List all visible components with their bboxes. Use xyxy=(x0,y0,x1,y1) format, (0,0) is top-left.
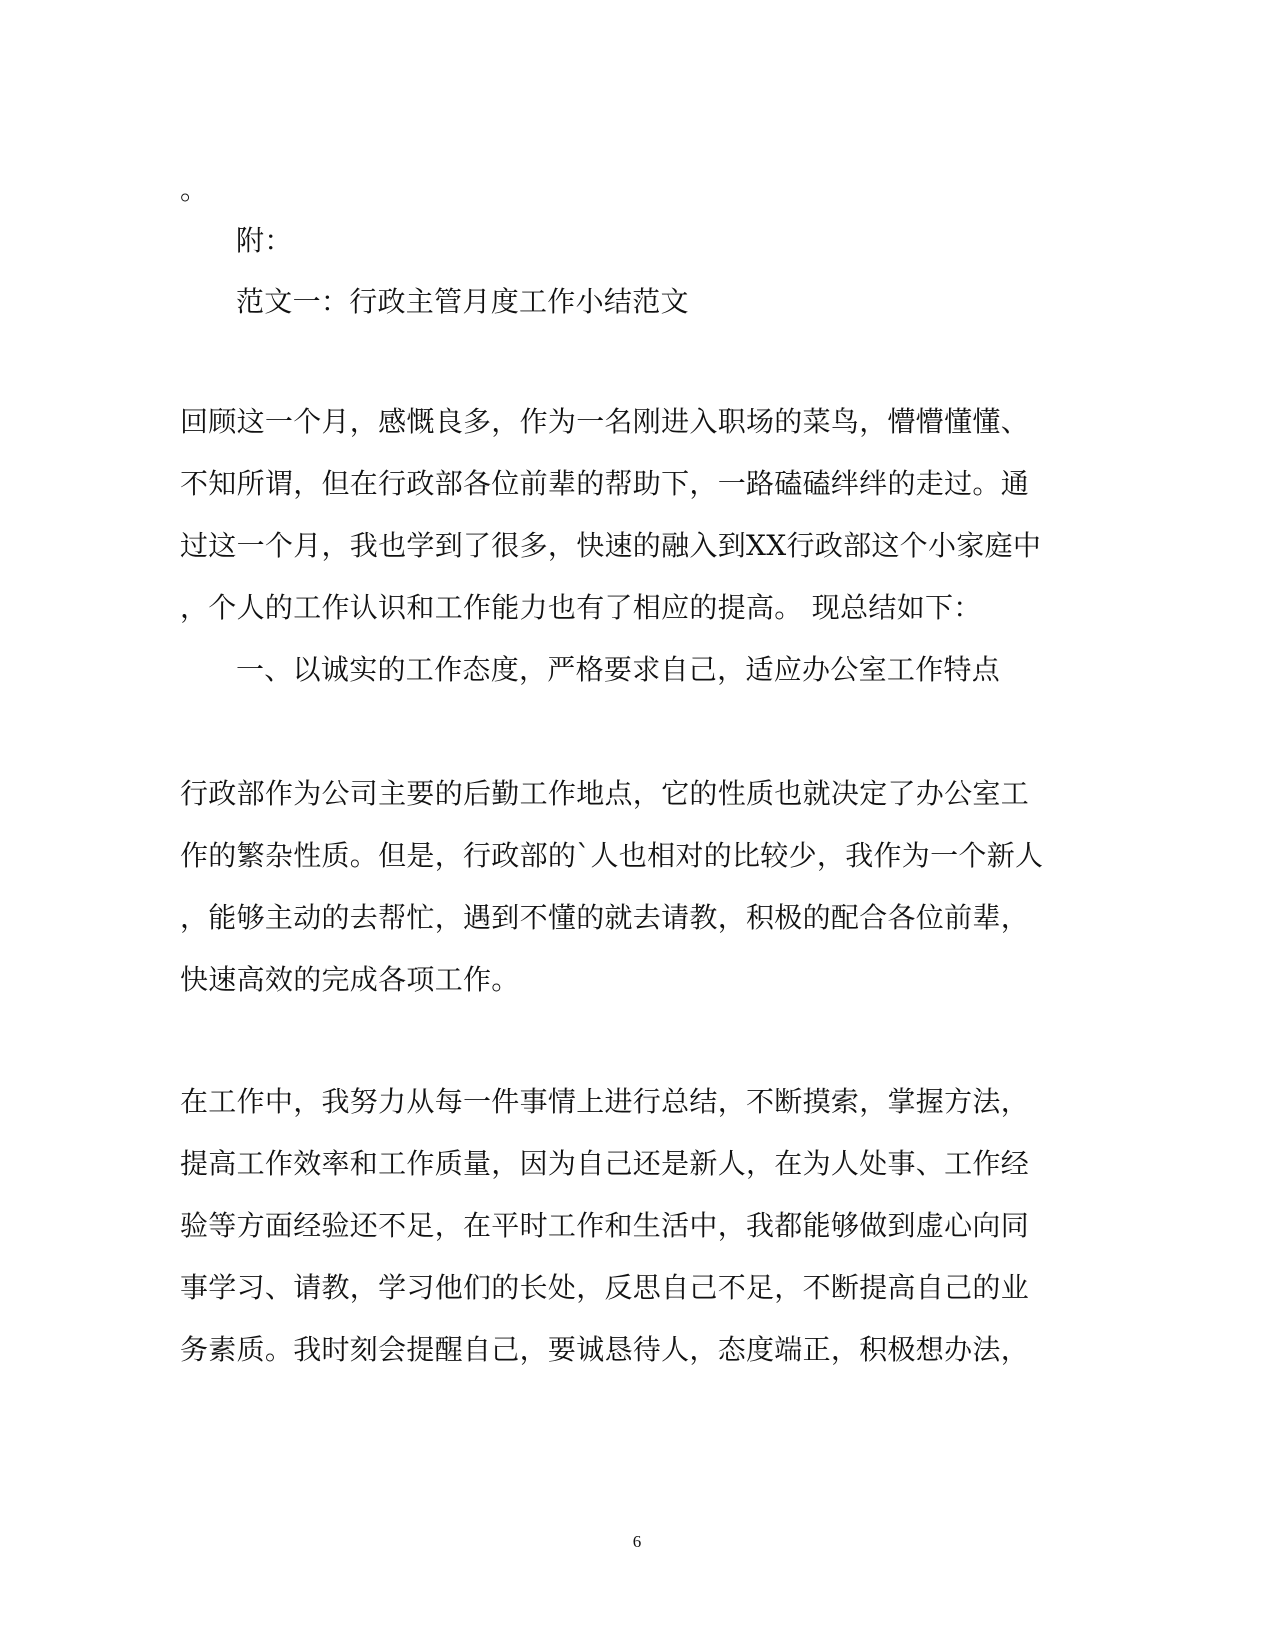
paragraph-2-line-3: ，能够主动的去帮忙，遇到不懂的就去请教，积极的配合各位前辈， xyxy=(180,901,1030,934)
paragraph-1-line-1: 回顾这一个月，感慨良多，作为一名刚进入职场的菜鸟，懵懵懂懂、 xyxy=(180,405,1030,438)
paragraph-3-line-3: 验等方面经验还不足，在平时工作和生活中，我都能够做到虚心向同 xyxy=(180,1209,1030,1242)
page-number: 6 xyxy=(632,1532,642,1551)
sample-heading: 范文一：行政主管月度工作小结范文 xyxy=(236,285,689,318)
paragraph-3-line-1: 在工作中，我努力从每一件事情上进行总结，不断摸索，掌握方法， xyxy=(180,1085,1030,1118)
paragraph-2-line-2: 作的繁杂性质。但是，行政部的`人也相对的比较少，我作为一个新人 xyxy=(180,839,1044,872)
paragraph-2-line-4: 快速高效的完成各项工作。 xyxy=(180,963,520,996)
section-heading-1: 一、以诚实的工作态度，严格要求自己，适应办公室工作特点 xyxy=(236,653,1001,686)
paragraph-3-line-4: 事学习、请教，学习他们的长处，反思自己不足，不断提高自己的业 xyxy=(180,1271,1030,1304)
text-line-closing-period: 。 xyxy=(180,173,209,206)
paragraph-1-line-2: 不知所谓，但在行政部各位前辈的帮助下，一路磕磕绊绊的走过。通 xyxy=(180,467,1030,500)
paragraph-3-line-2: 提高工作效率和工作质量，因为自己还是新人，在为人处事、工作经 xyxy=(180,1147,1030,1180)
text-line-appendix-label: 附： xyxy=(236,224,293,257)
paragraph-2-line-1: 行政部作为公司主要的后勤工作地点，它的性质也就决定了办公室工 xyxy=(180,777,1030,810)
paragraph-1-line-3: 过这一个月，我也学到了很多，快速的融入到XX行政部这个小家庭中 xyxy=(180,529,1042,562)
paragraph-3-line-5: 务素质。我时刻会提醒自己，要诚恳待人，态度端正，积极想办法， xyxy=(180,1333,1030,1366)
paragraph-1-line-4: ，个人的工作认识和工作能力也有了相应的提高。 现总结如下： xyxy=(180,591,982,624)
